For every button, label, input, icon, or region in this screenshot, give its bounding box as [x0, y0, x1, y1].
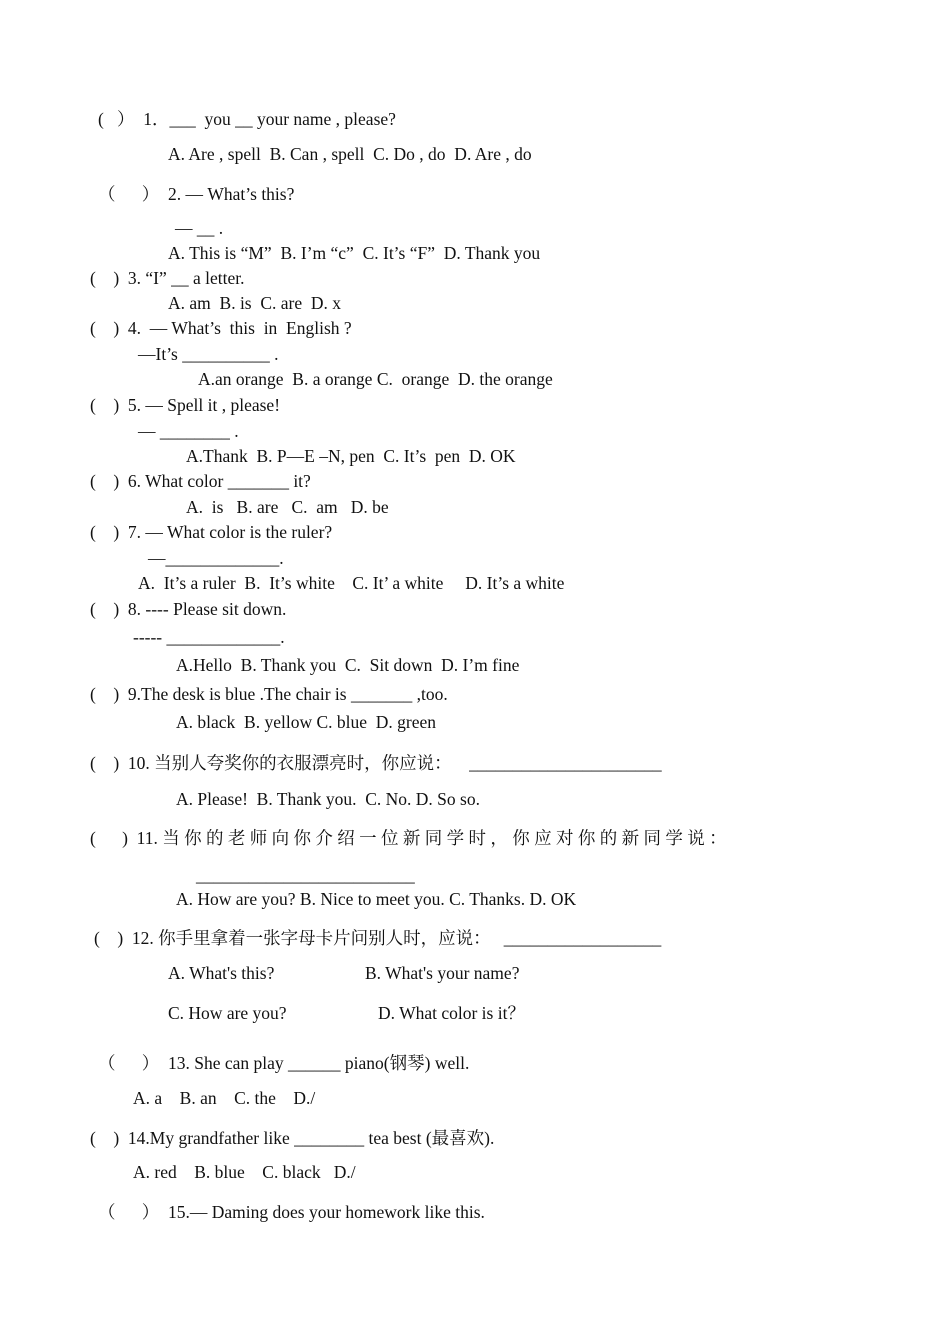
question-8-options: A.Hello B. Thank you C. Sit down D. I’m fine — [176, 655, 520, 675]
question-11: ( ) 11. 当 你 的 老 师 向 你 介 绍 一 位 新 同 学 时 ， 你 应 对 你 的 新 同 学 说 ： — [90, 828, 727, 848]
question-12-option-a: A. What's this? — [168, 963, 275, 983]
question-4: ( ) 4. — What’s this in English ? — [90, 318, 352, 338]
question-12: ( ) 12. 你手里拿着一张字母卡片问别人时，应说： __________________ — [94, 928, 662, 948]
question-6: ( ) 6. What color _______ it? — [90, 471, 311, 491]
question-15: （ ） 15.— Daming does your homework like this. — [98, 1202, 485, 1222]
question-13-options: A. a B. an C. the D./ — [133, 1088, 316, 1108]
question-7: ( ) 7. — What color is the ruler? — [90, 522, 333, 542]
question-1-options: A. Are , spell B. Can , spell C. Do , do D. Are , do — [168, 144, 532, 164]
question-6-options: A. is B. are C. am D. be — [186, 497, 389, 517]
question-5-options: A.Thank B. P—E –N, pen C. It’s pen D. OK — [186, 446, 516, 466]
question-3-options: A. am B. is C. are D. x — [168, 293, 342, 313]
question-2-options: A. This is “M” B. I’m “c” C. It’s “F” D. Thank you — [168, 243, 541, 263]
question-3: ( ) 3. “I” __ a letter. — [90, 268, 245, 288]
question-12-option-c: C. How are you? — [168, 1003, 287, 1023]
question-4-options: A.an orange B. a orange C. orange D. the orange — [198, 369, 553, 389]
question-7-options: A. It’s a ruler B. It’s white C. It’ a white D. It’s a white — [138, 573, 565, 593]
question-5-response: — ________ . — [138, 421, 239, 441]
question-10-options: A. Please! B. Thank you. C. No. D. So so. — [176, 789, 480, 809]
question-13: （ ） 13. She can play ______ piano(钢琴) well. — [98, 1053, 470, 1073]
question-2: （ ） 2. — What’s this? — [98, 184, 295, 204]
question-9-options: A. black B. yellow C. blue D. green — [176, 712, 437, 732]
question-8-response: ----- _____________. — [133, 627, 285, 647]
question-9: ( ) 9.The desk is blue .The chair is _______ ,too. — [90, 684, 448, 704]
question-12-option-d: D. What color is it？ — [378, 1003, 525, 1023]
question-11-options: A. How are you? B. Nice to meet you. C. Thanks. D. OK — [176, 889, 577, 909]
question-14: ( ) 14.My grandfather like ________ tea best (最喜欢). — [90, 1128, 495, 1148]
question-1: ( ） 1．___ you __ your name , please? — [98, 109, 396, 129]
question-11-blank: _________________________ — [196, 865, 415, 885]
question-7-response: —_____________. — [148, 548, 284, 568]
question-14-options: A. red B. blue C. black D./ — [133, 1162, 356, 1182]
question-8: ( ) 8. ---- Please sit down. — [90, 599, 287, 619]
question-5: ( ) 5. — Spell it , please! — [90, 395, 281, 415]
question-10: ( ) 10. 当别人夸奖你的衣服漂亮时，你应说： ______________________ — [90, 753, 662, 773]
question-12-option-b: B. What's your name? — [365, 963, 520, 983]
question-2-response: — __ . — [175, 218, 224, 238]
question-4-response: —It’s __________ . — [138, 344, 279, 364]
